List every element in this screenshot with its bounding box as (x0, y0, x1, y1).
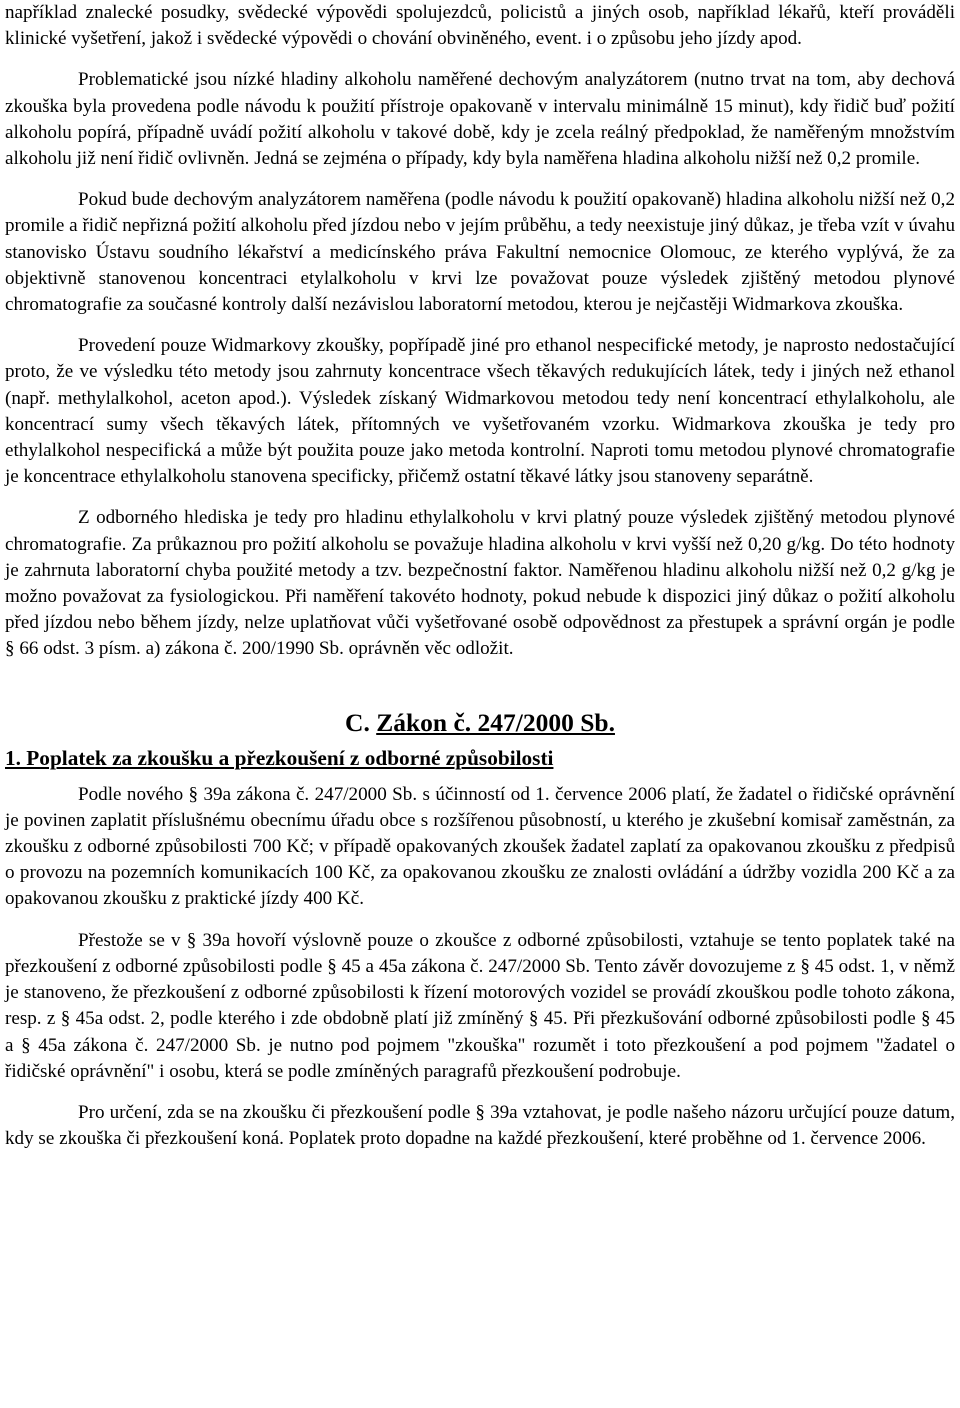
paragraph-low-alcohol-levels: Problematické jsou nízké hladiny alkoholu naměřené dechovým analyzátorem (nutno trvat na tom, aby dechová zkouška byla provedena podle návodu k použití přístroje opakovaně v intervalu minimálně 15 minut), kdy řidič buď požití alkoholu popírá, případně uvádí požití alkoholu v takové době, kdy je zcela reálný předpoklad, že naměřeným množstvím alkoholu již není řidič ovlivněn. Jedná se zejména o případy, kdy byla naměřena hladina alkoholu nižší než 0,2 promile. (5, 69, 955, 170)
paragraph-gas-chromatography: Z odborného hlediska je tedy pro hladinu ethylalkoholu v krvi platný pouze výsledek zjištěný metodou plynové chromatografie. Za průkaznou pro požití alkoholu se považuje hladina alkoholu v krvi vyšší než 0,20 g/kg. Do této hodnoty je zahrnuta laboratorní chyba použité metody a tzv. bezpečnostní faktor. Naměřenou hladinu alkoholu nižší než 0,2 g/kg je možno považovat za fysiologickou. Při naměření takovéto hodnoty, pokud nebude k dispozici jiný důkaz o požití alkoholu před jízdou nebo během jízdy, nelze uplatňovat vůči vyšetřované osobě odpovědnost za přestupek a správní orgán je podle § 66 odst. 3 písm. a) zákona č. 200/1990 Sb. oprávněn věc odložit. (5, 507, 955, 660)
paragraph-continuation: například znalecké posudky, svědecké výpovědi spolujezdců, policistů a jiných osob, například lékařů, kteří prováděli klinické vyšetření, jakož i svědecké výpovědi o chování obviněného, event. i o způsobu jeho jízdy apod. (5, 2, 955, 50)
paragraph-determining-date: Pro určení, zda se na zkoušku či přezkoušení podle § 39a vztahovat, je podle našeho názoru určující pouze datum, kdy se zkouška či přezkoušení koná. Poplatek proto dopadne na každé přezkoušení, které proběhne od 1. července 2006. (5, 1101, 955, 1150)
section-title-text: C. Zákon č. 247/2000 Sb. (345, 707, 615, 737)
subsection-title: 1. Poplatek za zkoušku a přezkoušení z odborné způsobilosti (5, 745, 554, 770)
document-page (5, 0, 955, 1152)
paragraph-reexamination: Přestože se v § 39a hovoří výslovně pouze o zkoušce z odborné způsobilosti, vztahuje se tento poplatek také na přezkoušení z odborné způsobilosti podle § 45 a 45a zákona č. 247/2000 Sb. Tento závěr dovozujeme z § 45 odst. 1, v němž je stanoveno, že přezkoušení z odborné způsobilosti k řízení motorových vozidel se provádí zkouškou podle tohoto zákona, resp. z § 45a odst. 2, podle kterého i zde obdobně platí již zmíněný § 45. Při přezkušování odborné způsobilosti podle § 45 a § 45a zákona č. 247/2000 Sb. je nutno pod pojmem "zkouška" rozumět i toto přezkoušení a pod pojmem "žadatel o řidičské oprávnění" i osobu, která se podle zmíněných paragrafů přezkoušení podrobuje. (5, 929, 955, 1082)
paragraph-widmark-test: Provedení pouze Widmarkovy zkoušky, popřípadě jiné pro ethanol nespecifické metody, je naprosto nedostačující proto, že ve výsledku této metody jsou zahrnuty koncentrace všech těkavých redukujících látek, tedy i jiných než ethanol (např. methylalkohol, aceton apod.). Výsledek získaný Widmarkovou metodou tedy není koncentrací ethylalkoholu, ale koncentrací sumy všech těkavých látek, přítomných ve vyšetřovaném vzorku. Widmarkova zkouška je tedy pro ethylalkohol nespecifická a může být použita pouze jako metoda kontrolní. Naproti tomu metodou plynové chromatografie je koncentrace ethylalkoholu stanovena specificky, přičemž ostatní těkavé látky jsou stanoveny separátně. (5, 335, 955, 488)
paragraph-exam-fee: Podle nového § 39a zákona č. 247/2000 Sb. s účinností od 1. července 2006 platí, že žadatel o řidičské oprávnění je povinen zaplatit příslušnému obecnímu úřadu obce s rozšířenou působností, u kterého je zkušební komisař zaměstnán, za zkoušku z odborné způsobilosti 700 Kč; v případě opakovaných zkoušek žadatel zaplatí za opakovanou zkoušku z předpisů o provozu na pozemních komunikacích 100 Kč, za opakovanou zkoušku ze znalosti ovládání a údržby vozidla 200 Kč a za opakovanou zkoušku z praktické jízdy 400 Kč. (5, 783, 955, 910)
section-title (5, 707, 955, 739)
paragraph-breath-analyzer: Pokud bude dechovým analyzátorem naměřena (podle návodu k použití opakovaně) hladina alkoholu nižší než 0,2 promile a řidič nepřizná požití alkoholu před jízdou nebo v jejím průběhu, a tedy neexistuje jiný důkaz, je třeba vzít v úvahu stanovisko Ústavu soudního lékařství a medicínského práva Fakultní nemocnice Olomouc, ze kterého vyplývá, že za objektivně stanovenou koncentraci etylalkoholu v krvi lze považovat pouze výsledek zjištěný metodou plynové chromatografie za současné kontroly další nezávislou laboratorní metodou, kterou je nejčastěji Widmarkova zkouška. (5, 189, 955, 316)
